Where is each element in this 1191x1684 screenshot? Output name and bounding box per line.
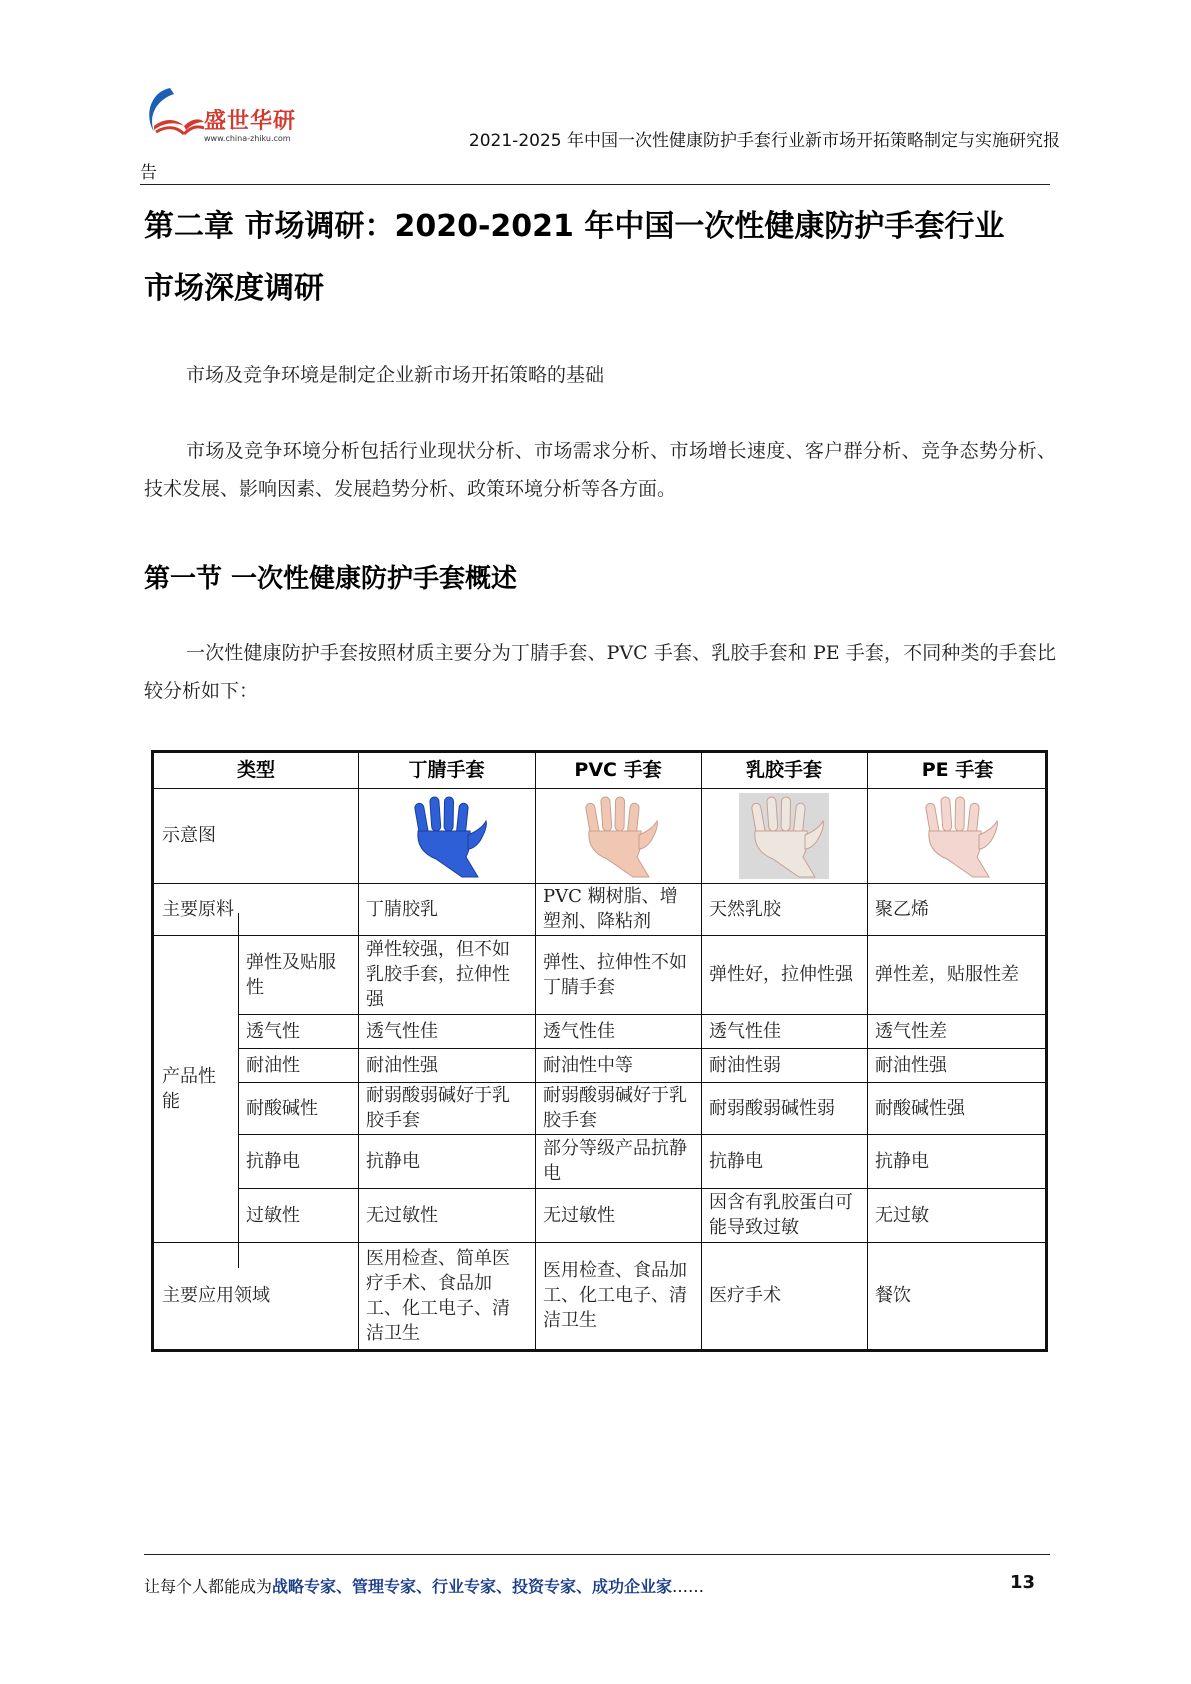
perf-elasticity-nitrile: 弹性较强，但不如乳胶手套，拉伸性强 — [366, 939, 510, 1010]
glove-pvc-icon — [573, 793, 663, 879]
page-number: 13 — [1010, 1572, 1036, 1593]
perf-oil-latex: 耐油性弱 — [709, 1054, 781, 1076]
header-divider — [140, 184, 1050, 185]
material-pe: 聚乙烯 — [875, 898, 929, 920]
row-label-performance: 产品性能 — [162, 1065, 216, 1112]
perf-antistatic-pvc: 部分等级产品抗静电 — [543, 1138, 687, 1184]
footer-slogan-suffix: …… — [672, 1577, 705, 1596]
header-pvc: PVC 手套 — [574, 759, 662, 781]
paragraph-intro: 市场及竞争环境是制定企业新市场开拓策略的基础 — [186, 364, 605, 386]
perf-oil-nitrile: 耐油性强 — [366, 1054, 438, 1076]
glove-latex-icon — [739, 793, 829, 879]
footer-divider — [144, 1554, 1050, 1555]
perf-breathability-pvc: 透气性佳 — [543, 1020, 615, 1042]
perf-label-elasticity: 弹性及贴服性 — [246, 951, 336, 998]
perf-elasticity-pvc: 弹性、拉伸性不如丁腈手套 — [543, 951, 687, 998]
chapter-heading-line1: 第二章 市场调研：2020-2021 年中国一次性健康防护手套行业 — [144, 209, 1005, 244]
perf-antistatic-pe: 抗静电 — [875, 1150, 929, 1172]
section-heading: 第一节 一次性健康防护手套概述 — [144, 564, 518, 594]
paragraph-gloves: 一次性健康防护手套按照材质主要分为丁腈手套、PVC 手套、乳胶手套和 PE 手套，不同种类的手套比较分析如下： — [144, 642, 1056, 702]
header-nitrile: 丁腈手套 — [408, 759, 485, 781]
application-latex: 医疗手术 — [709, 1285, 781, 1306]
logo-url: www.china-zhiku.com — [204, 134, 291, 143]
perf-label-breathability: 透气性 — [246, 1020, 300, 1042]
glove-comparison-table — [151, 750, 1048, 1352]
row-label-material: 主要原料 — [162, 898, 234, 920]
perf-label-acid: 耐酸碱性 — [246, 1097, 318, 1119]
paragraph-analysis: 市场及竞争环境分析包括行业现状分析、市场需求分析、市场增长速度、客户群分析、竞争态势分析、技术发展、影响因素、发展趋势分析、政策环境分析等各方面。 — [144, 440, 1056, 500]
perf-breathability-pe: 透气性差 — [875, 1020, 947, 1042]
perf-breathability-nitrile: 透气性佳 — [366, 1020, 438, 1042]
application-nitrile: 医用检查、简单医疗手术、食品加工、化工电子、清洁卫生 — [366, 1247, 510, 1344]
perf-acid-pe: 耐酸碱性强 — [875, 1097, 965, 1119]
perf-elasticity-latex: 弹性好，拉伸性强 — [709, 964, 853, 985]
row-label-application: 主要应用领域 — [162, 1285, 270, 1306]
perf-allergy-pvc: 无过敏性 — [543, 1204, 615, 1226]
perf-antistatic-latex: 抗静电 — [709, 1150, 763, 1172]
header-pe: PE 手套 — [921, 759, 994, 781]
perf-antistatic-nitrile: 抗静电 — [366, 1150, 420, 1172]
perf-acid-latex: 耐弱酸弱碱性弱 — [709, 1097, 835, 1119]
logo-book-icon — [140, 82, 204, 146]
logo-name: 盛世华研 — [204, 109, 297, 134]
header-type: 类型 — [236, 759, 275, 781]
company-logo — [140, 82, 310, 152]
perf-allergy-nitrile: 无过敏性 — [366, 1204, 438, 1226]
footer-slogan-prefix: 让每个人都能成为 — [144, 1577, 273, 1596]
footer-slogan — [144, 1574, 704, 1597]
glove-nitrile-icon — [402, 793, 492, 879]
chapter-heading-line2: 市场深度调研 — [144, 271, 324, 306]
perf-elasticity-pe: 弹性差，贴服性差 — [875, 964, 1019, 985]
row-label-illustration: 示意图 — [162, 825, 216, 846]
perf-label-antistatic: 抗静电 — [246, 1150, 300, 1172]
perf-acid-nitrile: 耐弱酸弱碱好于乳胶手套 — [366, 1085, 510, 1131]
application-pvc: 医用检查、食品加工、化工电子、清洁卫生 — [543, 1260, 687, 1331]
material-pvc: PVC 糊树脂、增塑剂、降粘剂 — [543, 886, 678, 932]
glove-pe-icon — [913, 793, 1003, 879]
application-pe: 餐饮 — [875, 1285, 911, 1306]
material-nitrile: 丁腈胶乳 — [366, 898, 438, 920]
perf-allergy-pe: 无过敏 — [875, 1204, 929, 1226]
material-latex: 天然乳胶 — [709, 898, 781, 920]
perf-oil-pe: 耐油性强 — [875, 1054, 947, 1076]
perf-oil-pvc: 耐油性中等 — [543, 1054, 633, 1076]
chapter-heading — [144, 196, 1044, 320]
report-title-tail: 告 — [140, 163, 157, 183]
perf-label-allergy: 过敏性 — [246, 1204, 300, 1226]
perf-breathability-latex: 透气性佳 — [709, 1020, 781, 1042]
footer-slogan-emphasis: 战略专家、管理专家、行业专家、投资专家、成功企业家 — [272, 1577, 673, 1596]
header-latex: 乳胶手套 — [745, 759, 822, 781]
perf-allergy-latex: 因含有乳胶蛋白可能导致过敏 — [709, 1192, 853, 1238]
perf-label-oil: 耐油性 — [246, 1054, 300, 1076]
report-title: 2021-2025 年中国一次性健康防护手套行业新市场开拓策略制定与实施研究报 — [468, 131, 1060, 151]
perf-acid-pvc: 耐弱酸弱碱好于乳胶手套 — [543, 1085, 687, 1131]
